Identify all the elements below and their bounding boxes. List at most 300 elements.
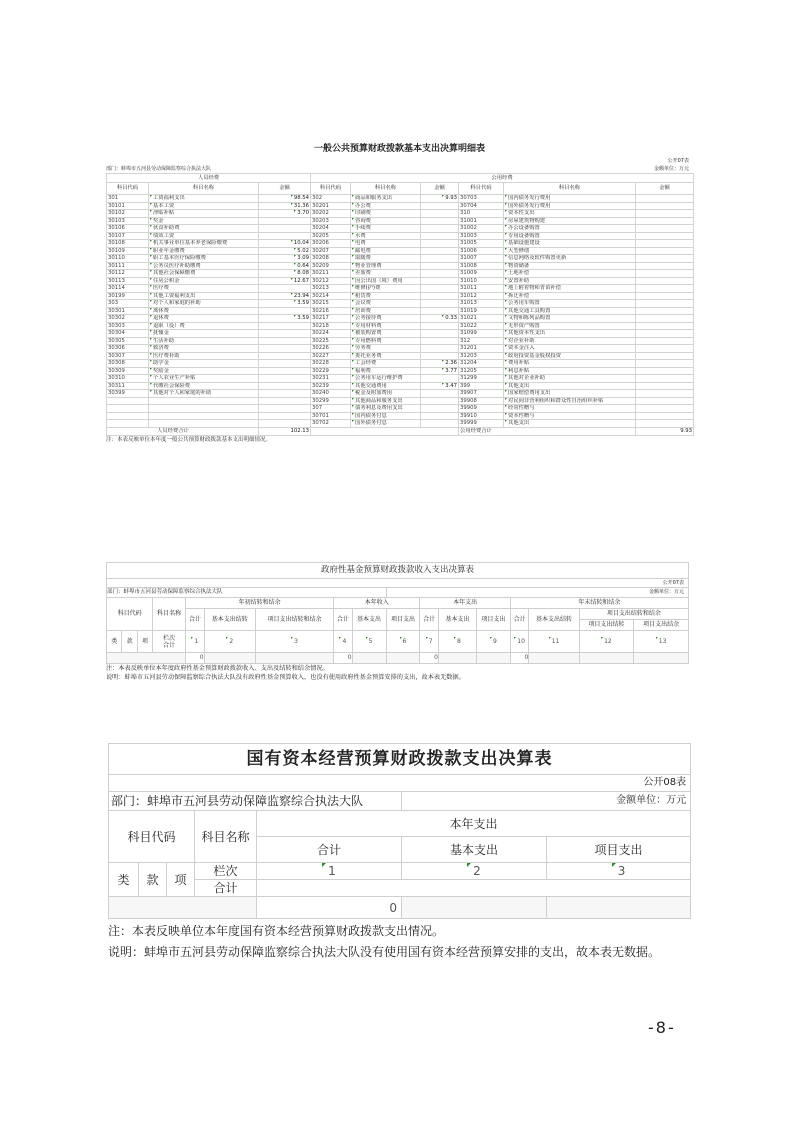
col-project-carry-surplus: 项目支出结转和结余 [579, 609, 688, 620]
cell-amount [421, 322, 459, 330]
table-row [107, 300, 694, 308]
table-row [107, 360, 694, 368]
cell-amount [259, 390, 311, 398]
cell-code: 30239 [311, 382, 351, 390]
cell-amount [636, 322, 694, 330]
cell-amount [636, 210, 694, 218]
gov-fund-section [106, 562, 689, 682]
cell-code: 30207 [311, 247, 351, 255]
col-income: 本年收入 [334, 598, 420, 609]
cell-code: 30213 [311, 285, 351, 293]
table1-unit: 金额单位：万元 [653, 166, 689, 172]
table1-dept-row [106, 165, 693, 173]
cell-code: 30215 [311, 300, 351, 308]
cell-name: 救济费 [149, 345, 259, 353]
cell-name: 抚恤金 [149, 330, 259, 338]
cell-code [107, 412, 149, 420]
cell-name: 经常性赠与 [504, 405, 636, 413]
cell-name: 大型修缮 [504, 247, 636, 255]
table-row [107, 412, 694, 420]
cell-name: 其他支出 [504, 382, 636, 390]
cell-code: 30102 [107, 210, 149, 218]
col-basic-carry: 基本支出结转 [529, 609, 579, 631]
cell-amount [421, 397, 459, 405]
total-row [107, 427, 694, 435]
cell-amount [259, 367, 311, 375]
table-row [107, 352, 694, 360]
cell-amount [259, 405, 311, 413]
table-row [107, 292, 694, 300]
cell-code: 30229 [311, 367, 351, 375]
cell-name: 取暖费 [351, 255, 421, 263]
cell-amount [636, 330, 694, 338]
cell-name: 工会经费 [351, 360, 421, 368]
table3-grid [108, 743, 691, 919]
col-index-label [153, 631, 186, 653]
cell-code: 30111 [107, 262, 149, 270]
table-row [107, 195, 694, 203]
cell-code: 31008 [459, 262, 504, 270]
cell-code: 30228 [311, 360, 351, 368]
cell-code: 30308 [107, 360, 149, 368]
col-amount: 金额 [259, 183, 311, 195]
total-personnel-value: 102.13 [259, 427, 311, 435]
cell-amount [636, 390, 694, 398]
sum-cell [476, 653, 510, 664]
cell-amount [636, 352, 694, 360]
table-row [107, 247, 694, 255]
cell-amount [636, 367, 694, 375]
cell-amount [259, 285, 311, 293]
col-index-label: 栏次 [195, 863, 257, 880]
cell-amount [421, 225, 459, 233]
cell-name [149, 420, 259, 428]
cell-amount [421, 352, 459, 360]
cell-amount [636, 202, 694, 210]
cell-name: 奖金 [149, 217, 259, 225]
cell-name: 费用补贴 [504, 360, 636, 368]
cell-code: 31003 [459, 232, 504, 240]
cell-name: 其他社会保障缴费 [149, 270, 259, 278]
cell-name: 其他对企业补助 [504, 375, 636, 383]
col-amount: 金额 [636, 183, 694, 195]
table-row [107, 367, 694, 375]
cell-amount [259, 330, 311, 338]
cell-name: 手续费 [351, 225, 421, 233]
cell-amount [636, 382, 694, 390]
col-kuan: 款 [122, 631, 137, 653]
cell-name: 助学金 [149, 360, 259, 368]
table-row [107, 390, 694, 398]
cell-name: 因公出国（境）费用 [351, 277, 421, 285]
cell-name: 拆迁补偿 [504, 292, 636, 300]
state-capital-section [108, 743, 690, 963]
cell-code: 30199 [107, 292, 149, 300]
cell-name: 资本金注入 [504, 345, 636, 353]
table-row [107, 225, 694, 233]
cell-name: 债务利息及费用支出 [351, 405, 421, 413]
cell-amount [421, 330, 459, 338]
cell-amount [259, 337, 311, 345]
cell-amount [259, 307, 311, 315]
cell-code: 399 [459, 382, 504, 390]
cell-code: 310 [459, 210, 504, 218]
table-row [107, 210, 694, 218]
sum-cell: 0 [186, 653, 205, 664]
cell-amount [421, 337, 459, 345]
cell-name: 房屋建筑物购建 [504, 217, 636, 225]
col-name: 科目名称 [153, 598, 186, 631]
cell-code: 31002 [459, 225, 504, 233]
cell-name: 差旅费 [351, 270, 421, 278]
total-spacer [311, 427, 459, 435]
table-row [107, 322, 694, 330]
col-sum-label: 合计 [195, 880, 257, 897]
cell-code: 30702 [311, 420, 351, 428]
col-total: 合计 [186, 609, 205, 631]
cell-name: 维修(护)费 [351, 285, 421, 293]
cell-name: 基础设施建设 [504, 240, 636, 248]
sum-total-value: 0 [257, 897, 402, 919]
table-row [107, 382, 694, 390]
cell-name: 公务用车运行维护费 [351, 375, 421, 383]
cell-code: 30226 [311, 345, 351, 353]
cell-amount [636, 195, 694, 203]
cell-code: 30204 [311, 225, 351, 233]
table2-unit: 金额单位：万元 [386, 588, 688, 598]
cell-amount [636, 360, 694, 368]
col-year-expense: 本年支出 [257, 811, 691, 837]
col-index-1: 1 [257, 863, 402, 880]
cell-amount: 0.33 [421, 315, 459, 323]
group-personnel: 人员经费 [107, 174, 311, 183]
sum-cell: 0 [334, 653, 353, 664]
cell-amount [636, 225, 694, 233]
cell-amount [259, 352, 311, 360]
cell-name: 邮电费 [351, 247, 421, 255]
cell-code: 30399 [107, 390, 149, 398]
table-row [107, 255, 694, 263]
cell-code: 30302 [107, 315, 149, 323]
cell-name: 国内债务发行费用 [504, 195, 636, 203]
cell-name: 专用燃料费 [351, 337, 421, 345]
cell-code: 30203 [311, 217, 351, 225]
col-xiang: 项 [167, 863, 195, 897]
cell-code: 30209 [311, 262, 351, 270]
sum-cell [204, 653, 255, 664]
sum-cell [386, 653, 420, 664]
cell-code: 31001 [459, 217, 504, 225]
cell-name: 资本性支出 [504, 210, 636, 218]
cell-code: 31022 [459, 322, 504, 330]
col-index-11: 11 [529, 631, 579, 653]
cell-amount [421, 285, 459, 293]
cell-code: 39910 [459, 412, 504, 420]
table2-grid [106, 562, 689, 664]
sum-basic-empty [402, 897, 547, 919]
cell-name: 资本性赠与 [504, 412, 636, 420]
cell-code: 30113 [107, 277, 149, 285]
cell-name: 咨询费 [351, 217, 421, 225]
col-project-exp: 项目支出 [476, 609, 510, 631]
cell-amount [259, 217, 311, 225]
total-public-label: 公用经费合计 [459, 427, 636, 435]
cell-amount [636, 232, 694, 240]
cell-name: 医疗费补助 [149, 352, 259, 360]
cell-name: 租赁费 [351, 292, 421, 300]
cell-code: 30201 [311, 202, 351, 210]
cell-name: 办公费 [351, 202, 421, 210]
cell-code: 31099 [459, 330, 504, 338]
cell-amount [636, 247, 694, 255]
cell-name: 个人农业生产补贴 [149, 375, 259, 383]
table-row [107, 202, 694, 210]
cell-name: 利息补贴 [504, 367, 636, 375]
cell-amount [636, 240, 694, 248]
cell-code: 30227 [311, 352, 351, 360]
group-public: 公用经费 [311, 174, 694, 183]
col-sum-text: 合计 [163, 641, 176, 649]
cell-amount: 12.67 [259, 277, 311, 285]
cell-code: 31012 [459, 292, 504, 300]
cell-code: 31204 [459, 360, 504, 368]
total-public-value: 9.93 [636, 427, 694, 435]
col-index-7: 7 [420, 631, 439, 653]
col-expense: 本年支出 [420, 598, 510, 609]
col-index-5: 5 [352, 631, 386, 653]
cell-amount: 3.77 [421, 367, 459, 375]
sum-row-label [107, 653, 186, 664]
table-row [107, 232, 694, 240]
cell-amount [421, 255, 459, 263]
table-row [107, 217, 694, 225]
table3-note2: 说明：蚌埠市五河县劳动保障监察综合执法大队没有使用国有资本经营预算安排的支出，故本表无数据。 [108, 945, 661, 959]
table-row [107, 397, 694, 405]
cell-code: 31006 [459, 247, 504, 255]
cell-amount: 3.59 [259, 300, 311, 308]
cell-name: 其他商品和服务支出 [351, 397, 421, 405]
col-basic: 基本支出 [402, 837, 547, 863]
cell-code: 31299 [459, 375, 504, 383]
cell-code: 301 [107, 195, 149, 203]
col-xiang: 项 [137, 631, 152, 653]
cell-amount [421, 232, 459, 240]
cell-amount [421, 240, 459, 248]
cell-code: 30301 [107, 307, 149, 315]
cell-amount [421, 405, 459, 413]
cell-code: 30299 [311, 397, 351, 405]
cell-code: 30103 [107, 217, 149, 225]
sum-cell [529, 653, 579, 664]
cell-amount: 8.08 [259, 270, 311, 278]
col-project-exp: 项目支出 [386, 609, 420, 631]
cell-name: 物业管理费 [351, 262, 421, 270]
cell-amount [636, 217, 694, 225]
cell-amount: 31.36 [259, 202, 311, 210]
sum-cell [352, 653, 386, 664]
col-index-10: 10 [510, 631, 529, 653]
cell-code: 31013 [459, 300, 504, 308]
cell-name: 被装购置费 [351, 330, 421, 338]
cell-code: 30303 [107, 322, 149, 330]
cell-amount [636, 285, 694, 293]
cell-name: 国外债务发行费用 [504, 202, 636, 210]
cell-name: 文物和陈列品购置 [504, 315, 636, 323]
cell-name [149, 397, 259, 405]
sum-cell [438, 653, 476, 664]
col-index-8: 8 [438, 631, 476, 653]
col-basic-exp: 基本支出 [352, 609, 386, 631]
table-row [107, 315, 694, 323]
cell-code: 39999 [459, 420, 504, 428]
cell-amount [259, 322, 311, 330]
cell-amount [636, 420, 694, 428]
cell-code [107, 420, 149, 428]
cell-code: 30101 [107, 202, 149, 210]
basic-expense-detail-section [106, 142, 693, 444]
col-code: 科目代码 [109, 811, 195, 863]
col-name: 科目名称 [149, 183, 259, 195]
col-index-9: 9 [476, 631, 510, 653]
cell-amount [636, 277, 694, 285]
cell-code: 30108 [107, 240, 149, 248]
cell-amount [636, 405, 694, 413]
cell-code: 30216 [311, 307, 351, 315]
col-lei: 类 [107, 631, 122, 653]
cell-amount [636, 307, 694, 315]
cell-code: 31021 [459, 315, 504, 323]
cell-amount [636, 255, 694, 263]
col-begin: 年初结转和结余 [186, 598, 334, 609]
cell-code: 30309 [107, 367, 149, 375]
cell-amount [421, 345, 459, 353]
col-index-3: 3 [256, 631, 334, 653]
cell-code: 31011 [459, 285, 504, 293]
cell-name: 对个人和家庭的补助 [149, 300, 259, 308]
cell-amount [259, 420, 311, 428]
cell-amount [421, 390, 459, 398]
cell-amount [636, 270, 694, 278]
col-index-3: 3 [547, 863, 691, 880]
cell-code: 303 [107, 300, 149, 308]
cell-code: 30224 [311, 330, 351, 338]
cell-code: 31010 [459, 277, 504, 285]
cell-amount: 3.47 [421, 382, 459, 390]
cell-code: 30306 [107, 345, 149, 353]
cell-name: 生活补助 [149, 337, 259, 345]
cell-name: 商品和服务支出 [351, 195, 421, 203]
cell-code: 39907 [459, 390, 504, 398]
col-project-surplus: 项目支出结余 [634, 620, 689, 631]
sum-cell [256, 653, 334, 664]
cell-name: 对民间非营利组织和群众性自治组织补贴 [504, 397, 636, 405]
table3-unit: 金额单位：万元 [402, 792, 691, 811]
cell-name: 专用设备购置 [504, 232, 636, 240]
cell-name: 政府投资基金股权投资 [504, 352, 636, 360]
cell-code: 30212 [311, 277, 351, 285]
sum-project-empty [547, 897, 691, 919]
cell-name: 福利费 [351, 367, 421, 375]
cell-amount [259, 225, 311, 233]
cell-amount [636, 412, 694, 420]
table3-note1: 注：本表反映单位本年度国有资本经营预算财政拨款支出情况。 [108, 924, 445, 938]
cell-name: 地上附着物和青苗补偿 [504, 285, 636, 293]
cell-amount [259, 375, 311, 383]
table-row [107, 285, 694, 293]
cell-amount [636, 300, 694, 308]
col-name: 科目名称 [351, 183, 421, 195]
cell-code: 30214 [311, 292, 351, 300]
cell-code: 30107 [107, 232, 149, 240]
cell-name: 会议费 [351, 300, 421, 308]
col-project-carry2: 项目支出结转 [579, 620, 633, 631]
cell-name: 其他工资福利支出 [149, 292, 259, 300]
cell-amount [636, 375, 694, 383]
col-index-13: 13 [634, 631, 689, 653]
cell-name: 物资储备 [504, 262, 636, 270]
cell-code: 312 [459, 337, 504, 345]
cell-name: 津贴补贴 [149, 210, 259, 218]
cell-code: 30703 [459, 195, 504, 203]
cell-code [107, 405, 149, 413]
cell-code [107, 397, 149, 405]
cell-name: 住房公积金 [149, 277, 259, 285]
cell-code: 30218 [311, 322, 351, 330]
sum-cell: 0 [510, 653, 529, 664]
cell-name: 办公设备购置 [504, 225, 636, 233]
cell-amount: 0.64 [259, 262, 311, 270]
cell-code: 31005 [459, 240, 504, 248]
cell-amount [636, 262, 694, 270]
cell-name: 其他对个人和家庭的补助 [149, 390, 259, 398]
table-row [107, 420, 694, 428]
col-code: 科目代码 [107, 598, 153, 631]
cell-amount [636, 397, 694, 405]
table3-dept: 部门：蚌埠市五河县劳动保障监察综合执法大队 [109, 792, 402, 811]
cell-name: 无形资产购置 [504, 322, 636, 330]
col-index-2: 2 [402, 863, 547, 880]
cell-amount [421, 247, 459, 255]
cell-amount [421, 307, 459, 315]
col-index-4: 4 [334, 631, 353, 653]
table-row [107, 240, 694, 248]
cell-name: 国家赔偿费用支出 [504, 390, 636, 398]
cell-name: 国内债务付息 [351, 412, 421, 420]
cell-amount [259, 397, 311, 405]
table-row [107, 307, 694, 315]
cell-amount [421, 412, 459, 420]
col-index-6: 6 [386, 631, 420, 653]
sum-spacer [257, 880, 691, 897]
table-row [107, 277, 694, 285]
table3-pub-code: 公开08表 [109, 775, 691, 792]
table1-pub-row [106, 157, 693, 165]
cell-name: 退休费 [149, 315, 259, 323]
cell-amount [421, 262, 459, 270]
cell-name: 专用材料费 [351, 322, 421, 330]
cell-amount [421, 300, 459, 308]
cell-code: 31009 [459, 270, 504, 278]
col-total: 合计 [334, 609, 353, 631]
cell-code: 30304 [107, 330, 149, 338]
cell-name: 伙食补助费 [149, 225, 259, 233]
cell-name: 医疗费 [149, 285, 259, 293]
cell-amount [421, 202, 459, 210]
cell-name: 职业年金缴费 [149, 247, 259, 255]
col-index-12: 12 [579, 631, 633, 653]
table-row [107, 270, 694, 278]
cell-code: 30704 [459, 202, 504, 210]
